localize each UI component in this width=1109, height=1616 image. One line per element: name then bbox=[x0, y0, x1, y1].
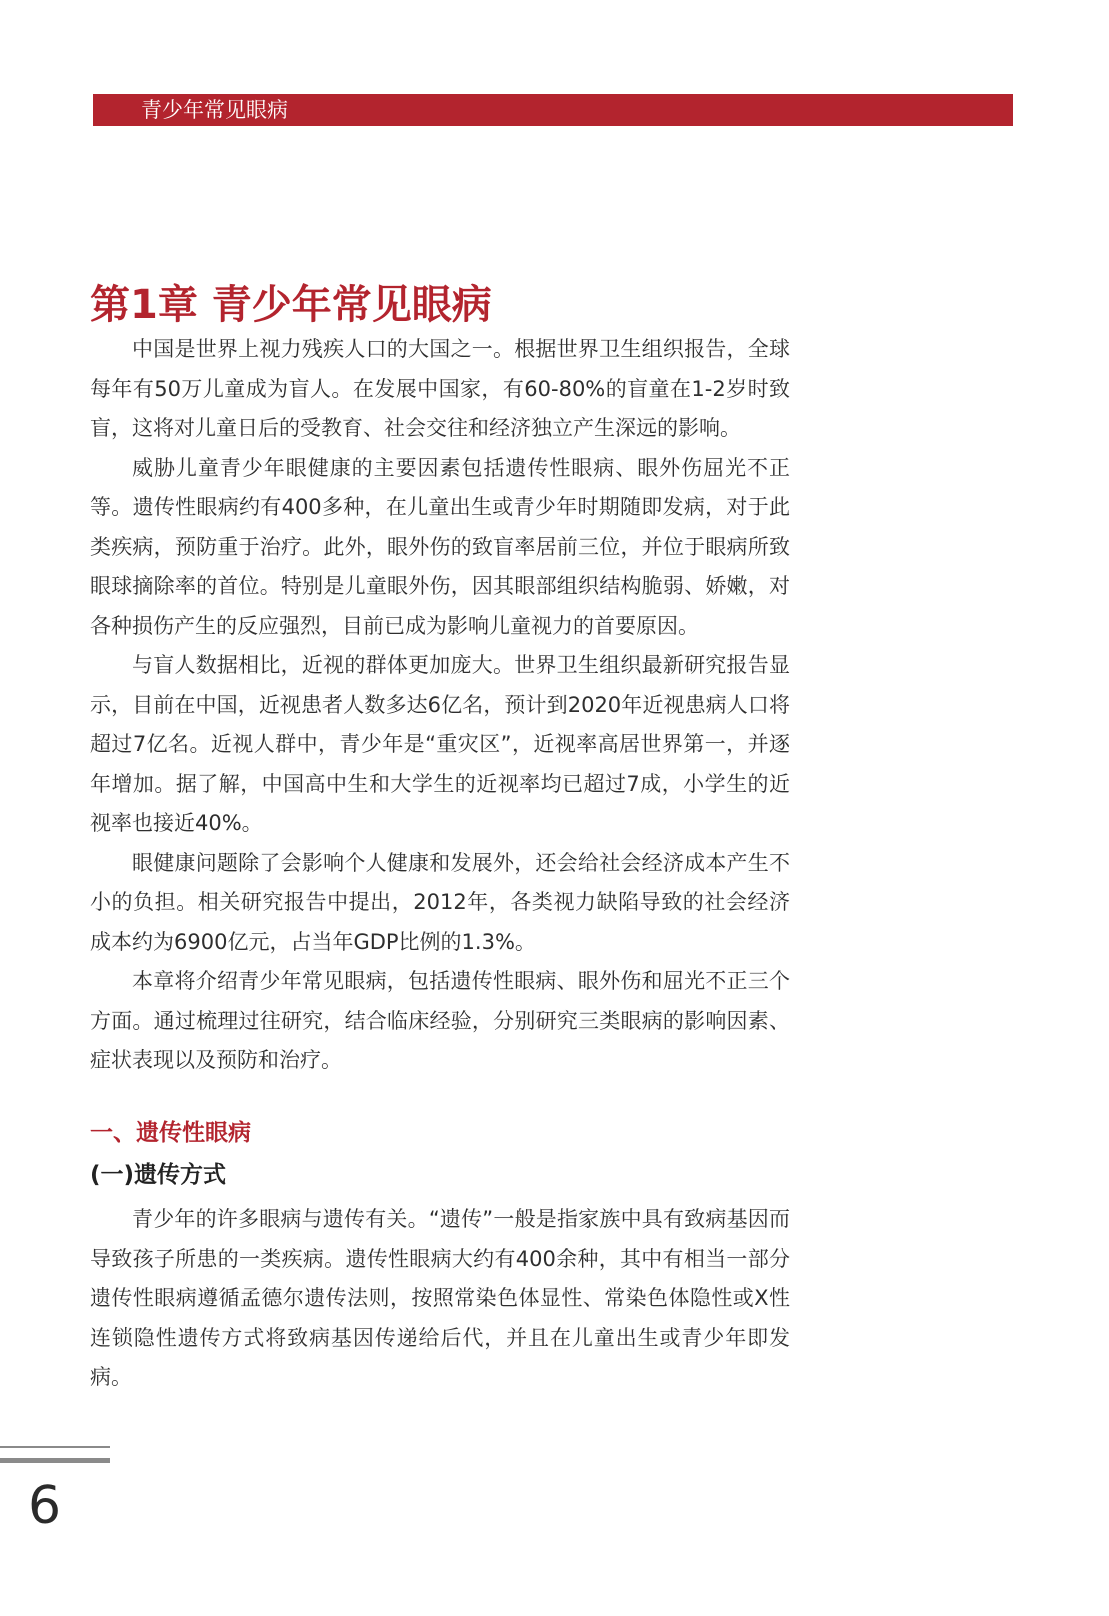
footer-rule-thin bbox=[0, 1446, 110, 1448]
running-header-title: 青少年常见眼病 bbox=[141, 98, 288, 122]
intro-body bbox=[90, 330, 790, 1081]
paragraph: 中国是世界上视力残疾人口的大国之一。根据世界卫生组织报告，全球每年有50万儿童成为盲人。在发展中国家，有60-80%的盲童在1-2岁时致盲，这将对儿童日后的受教育、社会交往和经济独立产生深远的影响。 bbox=[90, 337, 790, 440]
paragraph: 与盲人数据相比，近视的群体更加庞大。世界卫生组织最新研究报告显示，目前在中国，近视患者人数多达6亿名，预计到2020年近视患病人口将超过7亿名。近视人群中，青少年是“重灾区”，近视率高居世界第一，并逐年增加。据了解，中国高中生和大学生的近视率均已超过7成，小学生的近视率也接近40%。 bbox=[90, 653, 790, 835]
subsection-heading: (一)遗传方式 bbox=[90, 1162, 227, 1188]
paragraph: 眼健康问题除了会影响个人健康和发展外，还会给社会经济成本产生不小的负担。相关研究报告中提出，2012年，各类视力缺陷导致的社会经济成本约为6900亿元，占当年GDP比例的1.3%。 bbox=[90, 850, 790, 954]
chapter-title: 第1章 青少年常见眼病 bbox=[90, 282, 492, 328]
section-body bbox=[90, 1200, 790, 1398]
page-number: 6 bbox=[28, 1476, 62, 1536]
footer-rule-thick bbox=[0, 1458, 110, 1463]
header-bar bbox=[93, 94, 1013, 126]
paragraph: 本章将介绍青少年常见眼病，包括遗传性眼病、眼外伤和屈光不正三个方面。通过梳理过往研究，结合临床经验，分别研究三类眼病的影响因素、症状表现以及预防和治疗。 bbox=[90, 969, 790, 1072]
paragraph: 威胁儿童青少年眼健康的主要因素包括遗传性眼病、眼外伤屈光不正等。遗传性眼病约有400多种，在儿童出生或青少年时期随即发病，对于此类疾病，预防重于治疗。此外，眼外伤的致盲率居前三位，并位于眼病所致眼球摘除率的首位。特别是儿童眼外伤，因其眼部组织结构脆弱、娇嫩，对各种损伤产生的反应强烈，目前已成为影响儿童视力的首要原因。 bbox=[90, 455, 790, 638]
section-heading: 一、遗传性眼病 bbox=[90, 1120, 251, 1146]
paragraph: 青少年的许多眼病与遗传有关。“遗传”一般是指家族中具有致病基因而导致孩子所患的一类疾病。遗传性眼病大约有400余种，其中有相当一部分遗传性眼病遵循孟德尔遗传法则，按照常染色体显性、常染色体隐性或X性连锁隐性遗传方式将致病基因传递给后代，并且在儿童出生或青少年即发病。 bbox=[90, 1207, 790, 1389]
